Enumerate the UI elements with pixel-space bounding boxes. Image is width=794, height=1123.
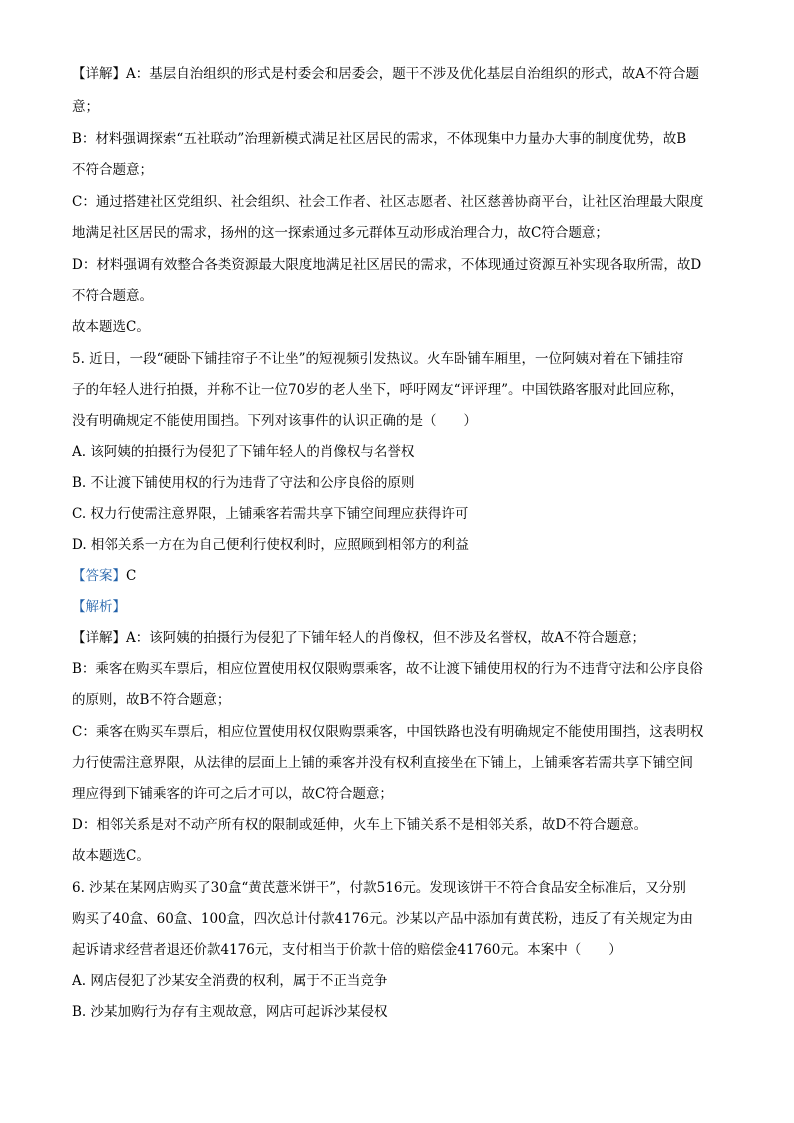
text-line-5: C：通过搭建社区党组织、社会组织、社会工作者、社区志愿者、社区慈善协商平台，让社区治理最大限度 [72, 194, 704, 210]
text-line-9: 故本题选C。 [72, 319, 150, 335]
question-5-line-1: 5. 近日，一段“硬卧下铺挂帘子不让坐”的短视频引发热议。火车卧铺车厢里，一位阿姨对着在下铺挂帘 [72, 351, 684, 367]
explanation-line-2: B：乘客在购买车票后，相应位置使用权仅限购票乘客，故不让渡下铺使用权的行为不违背守法和公序良俗 [72, 661, 703, 677]
analysis-tag: 【解析】 [72, 599, 126, 615]
explanation-line-7: D：相邻关系是对不动产所有权的限制或延伸，火车上下铺关系不是相邻关系，故D不符合题意。 [72, 817, 648, 833]
explanation-line-4: C：乘客在购买车票后，相应位置使用权仅限购票乘客，中国铁路也没有明确规定不能使用围挡，这表明权 [72, 724, 704, 740]
answer-tag: 【答案】 [72, 568, 126, 584]
question-6-line-3: 起诉请求经营者退还价款4176元，支付相当于价款十倍的赔偿金41760元。本案中（ ） [72, 942, 622, 958]
text-line-1: 【详解】A：基层自治组织的形式是村委会和居委会，题干不涉及优化基层自治组织的形式，故A不符合题 [72, 66, 699, 82]
text-line-2: 意； [72, 99, 99, 115]
explanation-line-1: 【详解】A：该阿姨的拍摄行为侵犯了下铺年轻人的肖像权，但不涉及名誉权，故A不符合题意； [72, 630, 645, 646]
explanation-line-6: 理应得到下铺乘客的许可之后才可以，故C符合题意； [72, 786, 393, 802]
explanation-line-8: 故本题选C。 [72, 848, 150, 864]
explanation-line-3: 的原则，故B不符合题意； [72, 692, 231, 708]
answer-line [72, 566, 724, 586]
answer-value: C [126, 568, 137, 584]
question-6-option-a: A. 网店侵犯了沙某安全消费的权利，属于不正当竞争 [72, 973, 388, 989]
question-6-line-1: 6. 沙某在某网店购买了30盒“黄芪薏米饼干”，付款516元。发现该饼干不符合食品安全标准后，又分别 [72, 880, 686, 896]
question-5-option-b: B. 不让渡下铺使用权的行为违背了守法和公序良俗的原则 [72, 475, 415, 491]
text-line-8: 不符合题意。 [72, 288, 153, 304]
explanation-line-5: 力行使需注意界限，从法律的层面上上铺的乘客并没有权利直接坐在下铺上，上铺乘客若需共享下铺空间 [72, 755, 693, 771]
text-line-6: 地满足社区居民的需求，扬州的这一探索通过多元群体互动形成治理合力，故C符合题意； [72, 225, 609, 241]
question-5-option-a: A. 该阿姨的拍摄行为侵犯了下铺年轻人的肖像权与名誉权 [72, 444, 415, 460]
text-line-3: B：材料强调探索“五社联动”治理新模式满足社区居民的需求，不体现集中力量办大事的制度优势，故B [72, 131, 687, 147]
question-6-option-b: B. 沙某加购行为存有主观故意，网店可起诉沙某侵权 [72, 1004, 388, 1020]
question-5-option-d: D. 相邻关系一方在为自己便利行使权利时，应照顾到相邻方的利益 [72, 537, 469, 553]
question-5-option-c: C. 权力行使需注意界限，上铺乘客若需共享下铺空间理应获得许可 [72, 506, 469, 522]
question-5-line-3: 没有明确规定不能使用围挡。下列对该事件的认识正确的是（ ） [72, 413, 477, 429]
text-line-4: 不符合题意； [72, 162, 153, 178]
text-line-7: D：材料强调有效整合各类资源最大限度地满足社区居民的需求，不体现通过资源互补实现各取所需，故D [72, 257, 702, 273]
analysis-heading [72, 597, 724, 617]
question-5-line-2: 子的年轻人进行拍摄，并称不让一位70岁的老人坐下，呼吁网友“评评理”。中国铁路客服对此回应称， [72, 382, 684, 398]
question-6-line-2: 购买了40盒、60盒、100盒，四次总计付款4176元。沙某以产品中添加有黄芪粉，违反了有关规定为由 [72, 911, 693, 927]
